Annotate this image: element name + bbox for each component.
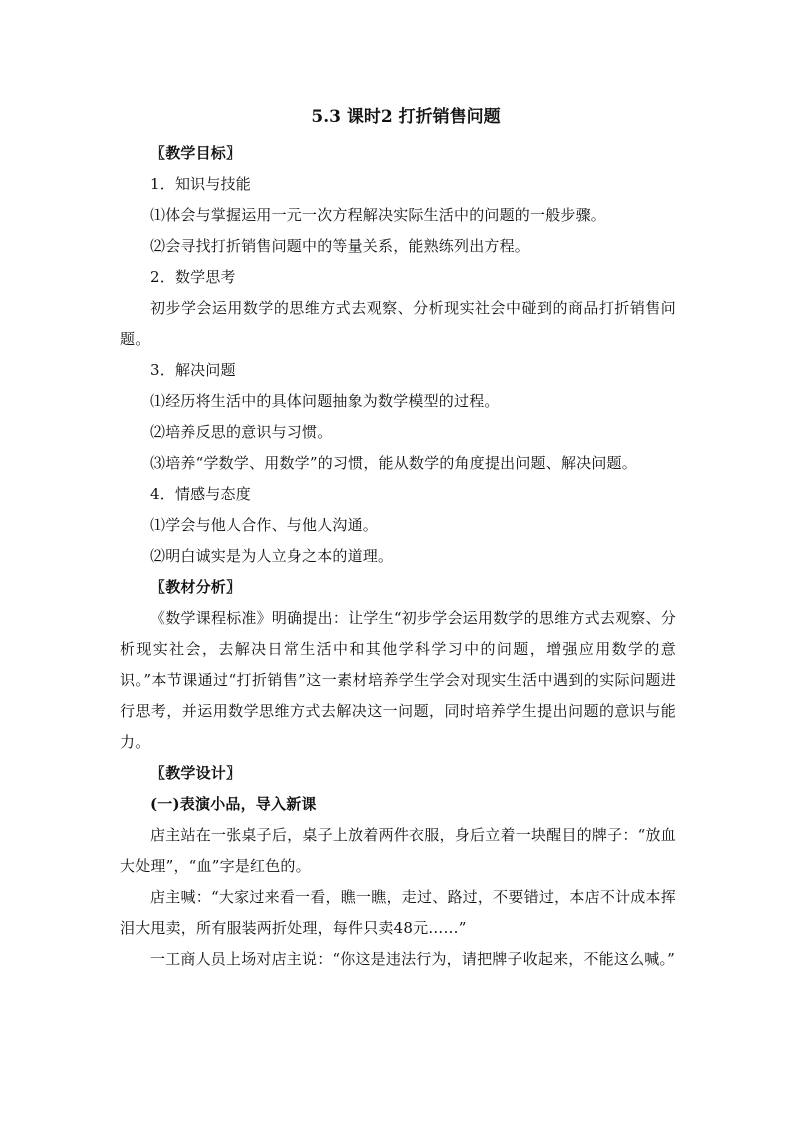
paragraph: 《数学课程标准》明确提出：让学生“初步学会运用数学的思维方式去观察、分析现实社会，去解决日常生活中和其他学科学习中的问题，增强应用数学的意识。”本节课通过“打折销售”这一素材培养学生学会对现实生活中遇到的实际问题进行思考，并运用数学思维方式去解决这一问题，同时培养学生提出问题的意识与能力。 [120, 609, 676, 751]
section-heading-teaching-design: 〖教学设计〗 [150, 764, 242, 782]
subheading-math-thinking: 2．数学思考 [150, 268, 236, 286]
paragraph: ⑴学会与他人合作、与他人沟通。 [150, 516, 379, 534]
paragraph: ⑴体会与掌握运用一元一次方程解决实际生活中的问题的一般步骤。 [150, 206, 607, 224]
paragraph: 初步学会运用数学的思维方式去观察、分析现实社会中碰到的商品打折销售问题。 [120, 299, 676, 348]
subheading-emotion-attitude: 4．情感与态度 [150, 485, 251, 503]
section-heading-material-analysis: 〖教材分析〗 [150, 578, 242, 596]
paragraph: ⑵培养反思的意识与习惯。 [150, 423, 333, 441]
page-title: 5.3 课时2 打折销售问题 [311, 107, 501, 127]
paragraph: ⑵会寻找打折销售问题中的等量关系，能熟练列出方程。 [150, 237, 531, 255]
subheading-problem-solving: 3．解决问题 [150, 361, 236, 379]
section-heading-teaching-goals: 〖教学目标〗 [150, 144, 242, 162]
document-page [120, 100, 676, 975]
paragraph: 店主喊：“大家过来看一看，瞧一瞧，走过、路过，不要错过，本店不计成本挥泪大甩卖，所有服装两折处理，每件只卖48元……” [120, 888, 676, 937]
paragraph: 店主站在一张桌子后，桌子上放着两件衣服，身后立着一块醒目的牌子：“放血大处理”，“血”字是红色的。 [120, 826, 676, 875]
subheading-knowledge-skills: 1．知识与技能 [150, 175, 251, 193]
subheading-skit-intro: (一)表演小品，导入新课 [150, 795, 317, 813]
paragraph: ⑴经历将生活中的具体问题抽象为数学模型的过程。 [150, 392, 500, 410]
paragraph: ⑶培养“学数学、用数学”的习惯，能从数学的角度提出问题、解决问题。 [150, 454, 637, 472]
paragraph: 一工商人员上场对店主说：“你这是违法行为，请把牌子收起来，不能这么喊。” [150, 950, 676, 968]
paragraph: ⑵明白诚实是为人立身之本的道理。 [150, 547, 394, 565]
